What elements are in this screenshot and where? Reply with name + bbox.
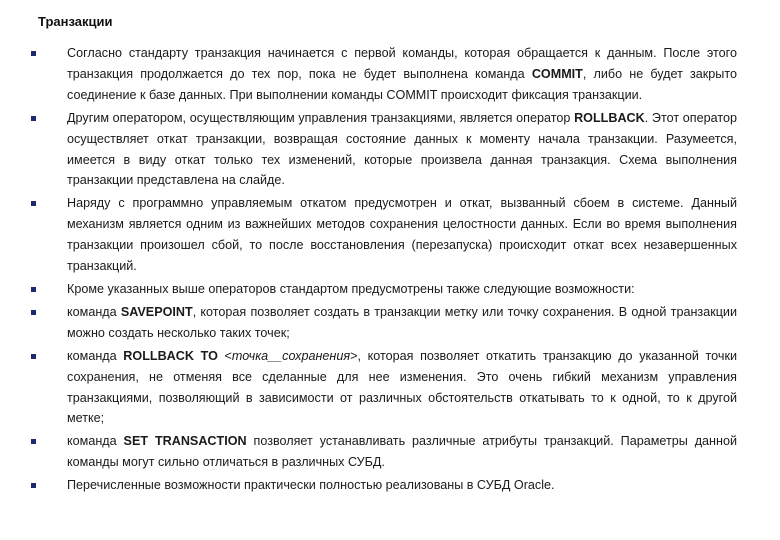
bullet-text: . Этот оператор осуществляет откат транзакции, возвращая состояние данных к моменту начала транзакции. Разумеется, имеется в виду откат только тех изменений, которые произвела данная транзакция. Схема выполнения транзакции представлена на слайде. — [67, 110, 738, 188]
bullet-item — [0, 108, 780, 192]
bullet-item — [0, 431, 780, 473]
square-bullet-icon — [31, 51, 36, 56]
bullet-text: команда — [67, 304, 121, 319]
bullet-text: Перечисленные возможности практически полностью реализованы в СУБД Oracle. — [67, 478, 555, 493]
bullet-placeholder: точка__сохранения — [231, 348, 351, 363]
bullet-text: < — [217, 348, 232, 363]
bullet-keyword: COMMIT — [531, 66, 583, 81]
bullet-text: , которая позволяет создать в транзакции метку или точку сохранения. В одной транзакции можно создать несколько таких точек; — [67, 304, 737, 340]
square-bullet-icon — [31, 116, 36, 121]
bullet-item — [0, 193, 780, 277]
square-bullet-icon — [31, 201, 36, 206]
bullet-list — [0, 43, 780, 498]
bullet-text: команда — [67, 434, 124, 449]
bullet-item — [0, 475, 780, 496]
bullet-text: Согласно стандарту транзакция начинается с первой команды, которая обращается к данным. После этого транзакция продолжается до тех пор, пока не будет выполнена команда — [67, 46, 737, 81]
bullet-text: команда — [67, 348, 124, 363]
bullet-keyword: SAVEPOINT — [120, 304, 193, 319]
bullet-item — [0, 43, 780, 106]
bullet-text: Наряду с программно управляемым откатом предусмотрен и откат, вызванный сбоем в системе. Данный механизм является одним из важнейших методов сохранения целостности данных. Если во время выполнения транзакции произошел сбой, то после восстановления (перезапуска) происходит откат всех незавершенных транзакций. — [67, 196, 737, 274]
bullet-text: позволяет устанавливать различные атрибуты транзакций. Параметры данной команды могут сильно отличаться в различных СУБД. — [67, 434, 738, 470]
bullet-item — [0, 346, 780, 430]
square-bullet-icon — [31, 439, 36, 444]
bullet-keyword: ROLLBACK TO — [123, 348, 218, 363]
square-bullet-icon — [31, 354, 36, 359]
square-bullet-icon — [31, 287, 36, 292]
bullet-keyword: SET TRANSACTION — [123, 434, 247, 449]
square-bullet-icon — [31, 310, 36, 315]
square-bullet-icon — [31, 483, 36, 488]
bullet-text: >, которая позволяет откатить транзакцию до указанной точки сохранения, не отменяя все сделанные для нее изменения. Это очень гибкий механизм управления транзакциями, позволяющий в зависимости от различных обстоятельств откатывать то к одной, то к другой метке; — [67, 348, 737, 426]
slide-title: Транзакции — [38, 14, 113, 29]
bullet-item — [0, 279, 780, 300]
bullet-item — [0, 302, 780, 344]
bullet-text: Кроме указанных выше операторов стандартом предусмотрены также следующие возможности: — [67, 281, 635, 296]
bullet-keyword: ROLLBACK — [574, 110, 645, 125]
bullet-text: Другим оператором, осуществляющим управления транзакциями, является оператор — [67, 110, 575, 125]
bullet-text: , либо не будет закрыто соединение к базе данных. При выполнении команды COMMIT происходит фиксация транзакции. — [67, 66, 737, 102]
